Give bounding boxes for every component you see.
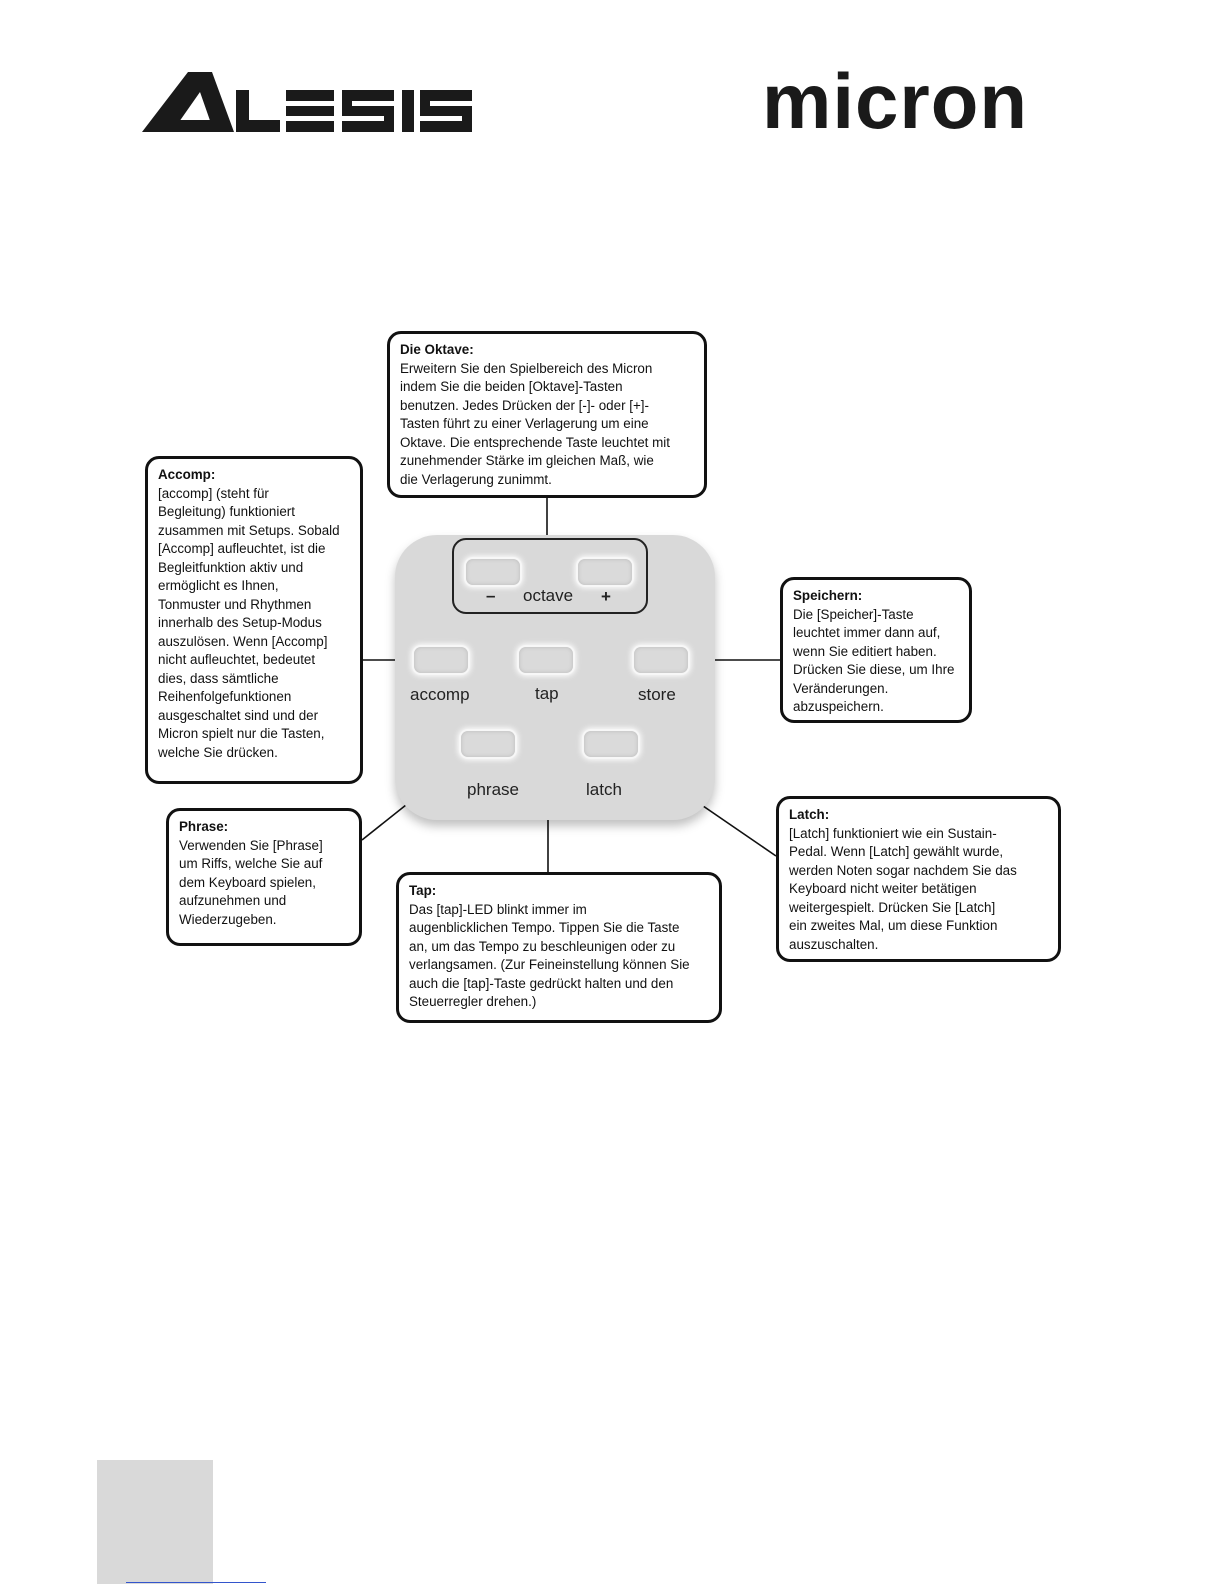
callout-phrase-title: Phrase:: [179, 819, 229, 834]
latch-button[interactable]: [584, 731, 638, 757]
phrase-button[interactable]: [461, 731, 515, 757]
accomp-button[interactable]: [414, 647, 468, 673]
callout-octave: [387, 331, 707, 498]
octave-plus-button[interactable]: [578, 559, 632, 585]
callout-latch-title: Latch:: [789, 807, 830, 822]
callout-octave-title: Die Oktave:: [400, 342, 474, 357]
callout-tap-text: Das [tap]-LED blinkt immer im augenblicklichen Tempo. Tippen Sie die Taste an, um das Tempo zu beschleunigen oder zu verlangsamen. (Zur Feineinstellung können Sie auch die [tap]-Taste gedrückt halten und den Steuerregler drehen.): [409, 901, 690, 1009]
callout-store-title: Speichern:: [793, 588, 863, 603]
octave-label: octave: [523, 586, 574, 605]
callout-tap-title: Tap:: [409, 883, 437, 898]
micron-logo: micron: [762, 57, 1029, 145]
latch-label: latch: [586, 780, 622, 799]
callout-accomp-title: Accomp:: [158, 467, 216, 482]
callout-latch-text: [Latch] funktioniert wie ein Sustain- Pedal. Wenn [Latch] gewählt wurde, werden Noten sogar nachdem Sie das Keyboard nicht weiter betätigen weitergespielt. Drücken Sie [Latch] ein zweites Mal, um diese Funktion auszuschalten.: [789, 825, 1017, 952]
callout-octave-text: Erweitern Sie den Spielbereich des Micron indem Sie die beiden [Oktave]-Tasten benutzen. Jedes Drücken der [-]- oder [+]- Tasten führt zu einer Verlagerung um eine Oktave. Die entsprechende Taste leuchtet mit zunehmender Stärke im gleichen Maß, wie die Verlagerung zunimmt.: [400, 360, 670, 487]
phrase-label: phrase: [467, 780, 519, 799]
page-corner-block: [97, 1460, 213, 1584]
tap-label: tap: [535, 684, 559, 703]
callout-phrase-text: Verwenden Sie [Phrase] um Riffs, welche Sie auf dem Keyboard spielen, aufzunehmen und Wiederzugeben.: [179, 837, 323, 927]
callout-accomp: [145, 456, 363, 784]
octave-minus-button[interactable]: [466, 559, 520, 585]
callout-phrase: [166, 808, 362, 946]
callout-tap: [396, 872, 722, 1023]
tap-button[interactable]: [519, 647, 573, 673]
callout-latch: [776, 796, 1061, 962]
callout-accomp-text: [accomp] (steht für Begleitung) funktioniert zusammen mit Setups. Sobald [Accomp] aufleuchtet, ist die Begleitfunktion aktiv und ermöglicht es Ihnen, Tonmuster und Rhythmen innerhalb des Setup-Modus auszulösen. Wenn [Accomp] nicht aufleuchtet, bedeutet dies, dass sämtliche Reihenfolgefunktionen ausgeschaltet sind und der Micron spielt nur die Tasten, welche Sie drücken.: [158, 485, 340, 760]
store-label: store: [638, 685, 676, 704]
callout-store-text: Die [Speicher]-Taste leuchtet immer dann auf, wenn Sie editiert haben. Drücken Sie diese, um Ihre Veränderungen. abzuspeichern.: [793, 606, 955, 714]
store-button[interactable]: [634, 647, 688, 673]
callout-store: [780, 577, 972, 723]
octave-plus-label: +: [601, 587, 611, 606]
accomp-label: accomp: [410, 685, 470, 704]
octave-minus-label: –: [486, 586, 496, 605]
